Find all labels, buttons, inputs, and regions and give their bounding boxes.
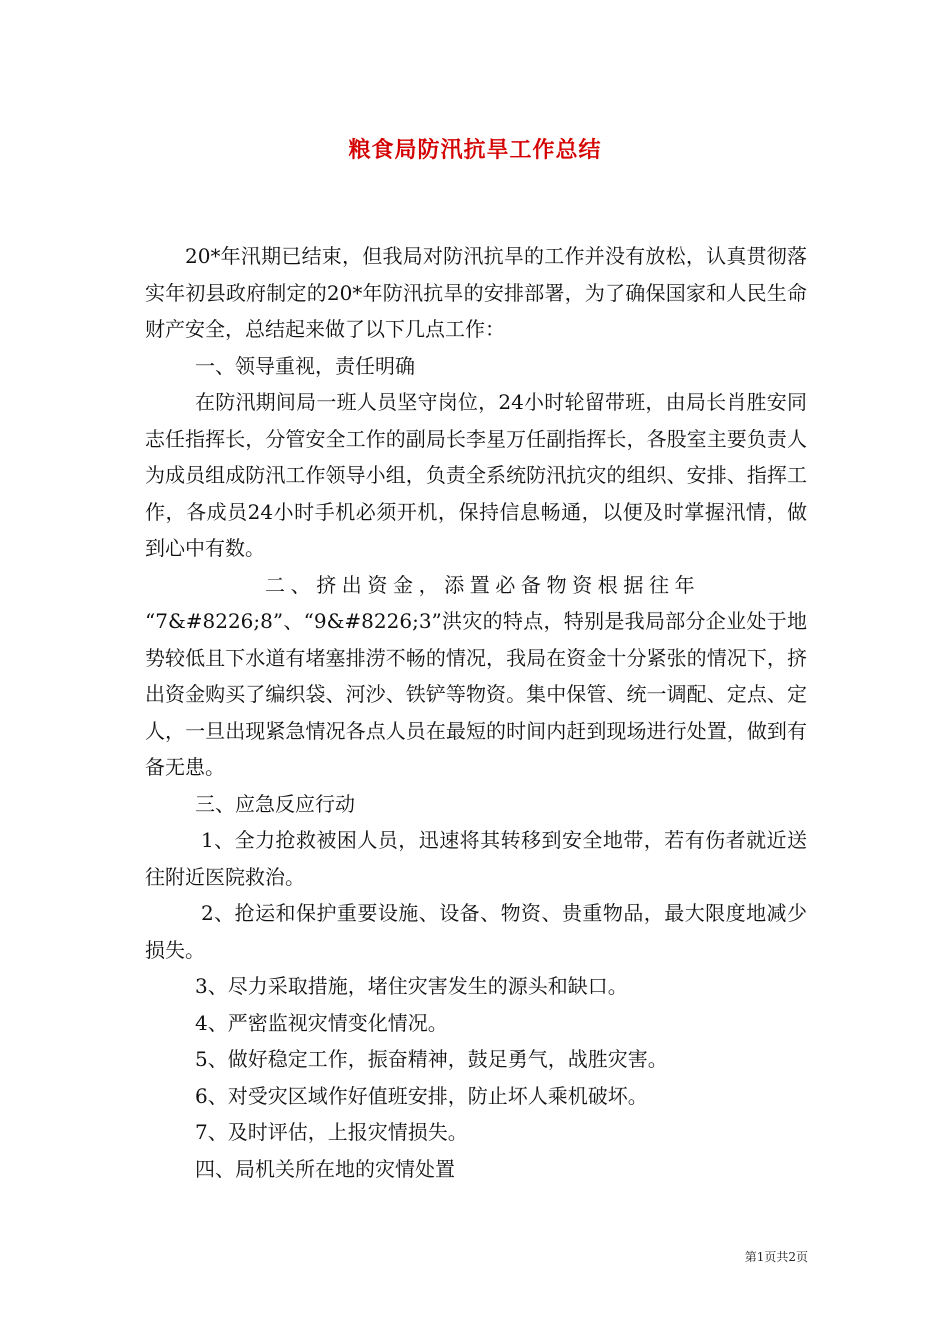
heading-section-2: 二、挤出资金，添置必备物资根据往年 — [265, 572, 701, 597]
heading-section-1: 一、领导重视，责任明确 — [195, 353, 415, 378]
paragraph-section-2: “7&#8226;8”、“9&#8226;3”洪灾的特点，特别是我局部分企业处于地势较低且下水道有堵塞排涝不畅的情况，我局在资金十分紧张的情况下，挤出资金购买了编织袋、河沙、铁铲等物资。集中保管、统一调配、定点、定人，一旦出现紧急情况各点人员在最短的时间内赶到现场进行处置，做到有备无患。 — [145, 609, 807, 779]
list-item-5: 5、做好稳定工作，振奋精神，鼓足勇气，战胜灾害。 — [195, 1047, 668, 1071]
heading-section-4: 四、局机关所在地的灾情处置 — [195, 1156, 455, 1181]
document-body — [145, 238, 807, 1187]
list-item-1: 1、全力抢救被困人员，迅速将其转移到安全地带，若有伤者就近送往附近医院救治。 — [145, 828, 807, 889]
list-item-2: 2、抢运和保护重要设施、设备、物资、贵重物品，最大限度地减少损失。 — [145, 901, 807, 962]
paragraph-intro: 20*年汛期已结束，但我局对防汛抗旱的工作并没有放松，认真贯彻落实年初县政府制定的20*年防汛抗旱的安排部署，为了确保国家和人民生命财产安全，总结起来做了以下几点工作： — [145, 244, 807, 341]
list-item-6: 6、对受灾区域作好值班安排，防止坏人乘机破坏。 — [195, 1083, 648, 1108]
list-item-3: 3、尽力采取措施，堵住灾害发生的源头和缺口。 — [195, 974, 628, 998]
list-item-7: 7、及时评估，上报灾情损失。 — [195, 1120, 468, 1144]
page-number: 第1页共2页 — [744, 1250, 808, 1264]
list-item-4: 4、严密监视灾情变化情况。 — [195, 1010, 448, 1035]
paragraph-section-1: 在防汛期间局一班人员坚守岗位，24小时轮留带班，由局长肖胜安同志任指挥长，分管安全工作的副局长李星万任副指挥长，各股室主要负责人为成员组成防汛工作领导小组，负责全系统防汛抗灾的组织、安排、指挥工作，各成员24小时手机必须开机，保持信息畅通，以便及时掌握汛情，做到心中有数。 — [145, 390, 807, 560]
heading-section-3: 三、应急反应行动 — [195, 791, 355, 816]
document-title: 粮食局防汛抗旱工作总结 — [348, 137, 602, 163]
